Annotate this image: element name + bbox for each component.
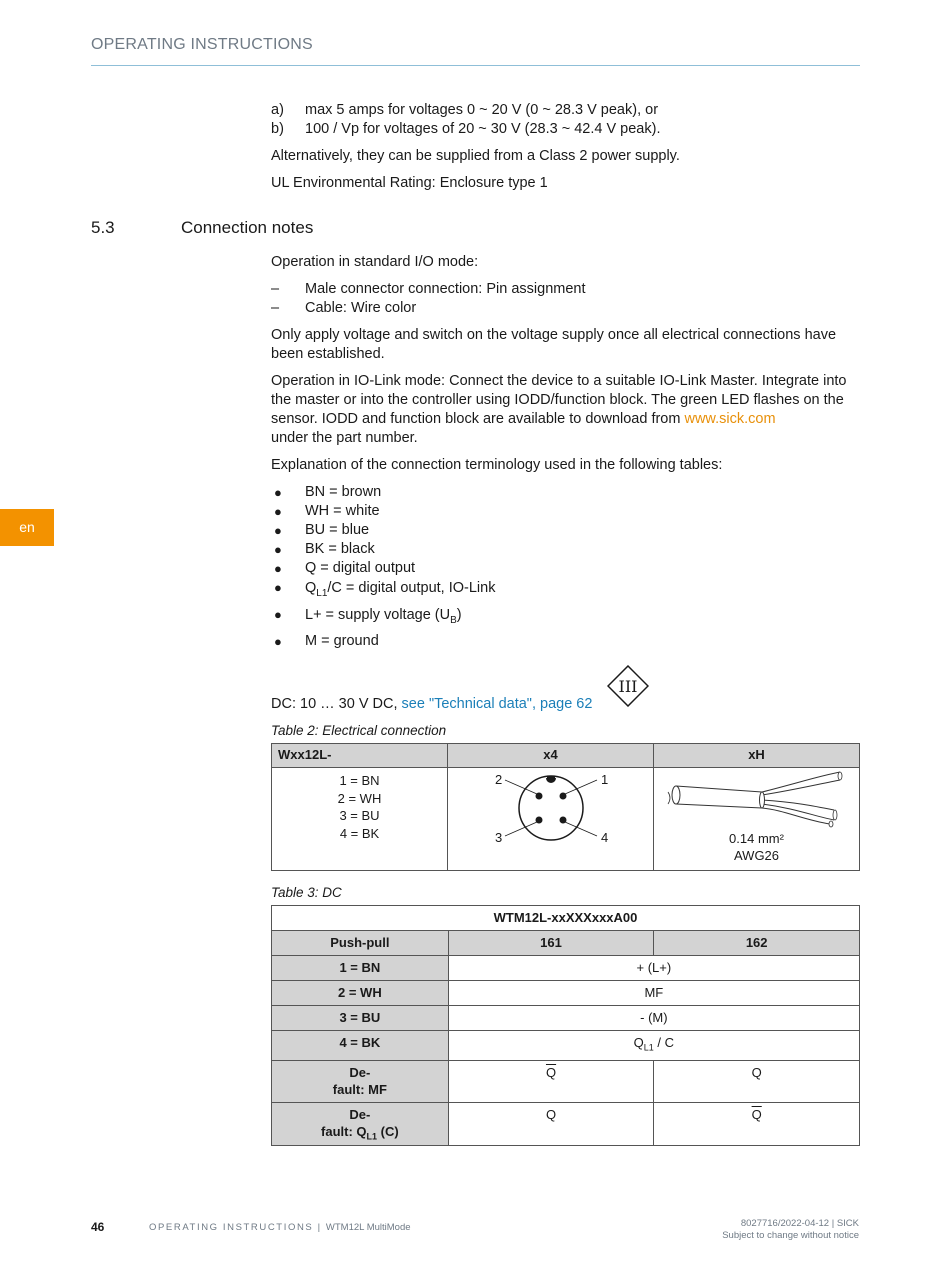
table-row bbox=[272, 768, 860, 871]
term-text: L+ = supply voltage (U bbox=[305, 606, 451, 623]
value-text: $\overline{Q}$ bbox=[545, 1064, 557, 1080]
iolink-text: Operation in IO-Link mode: Connect the device to a suitable IO-Link Master. Integrate into the master or into the controller using IODD/function block. The green LED flashes on the sensor. IODD and function block are available to download from bbox=[271, 373, 847, 427]
pin-label: 4 bbox=[600, 830, 608, 845]
pin-label: 1 bbox=[600, 772, 608, 787]
row-value: + (L+) bbox=[448, 956, 859, 981]
term-text: Q = digital output bbox=[305, 560, 416, 576]
list-item bbox=[271, 521, 861, 540]
table-header-cell: x4 bbox=[448, 744, 654, 768]
cable-gauge: AWG26 bbox=[733, 848, 780, 863]
cable-wires-icon bbox=[654, 768, 858, 830]
table-row bbox=[272, 1006, 860, 1031]
section-number: 5.3 bbox=[91, 218, 115, 237]
row-label-line: fault: MF bbox=[332, 1081, 387, 1097]
row-value: MF bbox=[448, 981, 859, 1006]
list-marker: b) bbox=[271, 121, 284, 137]
bullet-icon: ● bbox=[274, 580, 282, 595]
row-label-line: De- bbox=[349, 1064, 371, 1080]
footer-doc-number: 8027716/2022-04-12 | SICK bbox=[740, 1218, 859, 1229]
pin-text: 1 = BN bbox=[339, 773, 380, 788]
row-label-line: De- bbox=[349, 1106, 371, 1122]
technical-data-link[interactable]: see "Technical data", page 62 bbox=[401, 696, 593, 712]
table-header-cell: Push-pull bbox=[272, 931, 449, 956]
row-label-line bbox=[272, 1123, 448, 1146]
table-header-row bbox=[272, 931, 860, 956]
list-item-text: max 5 amps for voltages 0 ~ 20 V (0 ~ 28.3 V peak), or bbox=[305, 102, 659, 118]
term-subscript: B bbox=[450, 614, 457, 626]
table-header-cell: xH bbox=[654, 744, 860, 768]
footer-notice: Subject to change without notice bbox=[722, 1230, 859, 1241]
dc-table bbox=[271, 905, 860, 1146]
list-item-text: Cable: Wire color bbox=[305, 300, 417, 316]
sick-link[interactable]: www.sick.com bbox=[684, 411, 776, 427]
list-item bbox=[271, 280, 861, 299]
value-text: / C bbox=[653, 1035, 675, 1050]
table-header-cell: Wxx12L- bbox=[272, 744, 448, 768]
intro-block bbox=[271, 101, 861, 201]
term-subscript: L1 bbox=[316, 587, 328, 599]
paragraph-standard-mode: Operation in standard I/O mode: bbox=[271, 254, 479, 270]
list-marker: – bbox=[271, 300, 280, 316]
row-value bbox=[448, 1102, 654, 1146]
section-title: Connection notes bbox=[181, 218, 314, 237]
table-title-row bbox=[272, 906, 860, 931]
label-subscript: L1 bbox=[366, 1131, 378, 1142]
term-text: WH = white bbox=[305, 503, 380, 519]
pin-label: 2 bbox=[494, 772, 502, 787]
label-text: fault: Q bbox=[321, 1123, 367, 1139]
row-label: 1 = BN bbox=[272, 956, 449, 981]
footer-right bbox=[722, 1218, 859, 1242]
header-divider bbox=[91, 65, 860, 66]
running-header: OPERATING INSTRUCTIONS bbox=[91, 36, 313, 53]
row-value bbox=[448, 1031, 859, 1061]
table-title-cell: WTM12L-xxXXXxxxA00 bbox=[272, 906, 860, 931]
paragraph-terminology: Explanation of the connection terminology used in the following tables: bbox=[271, 457, 723, 473]
table-header-cell: 162 bbox=[654, 931, 860, 956]
protection-class-icon bbox=[607, 665, 649, 707]
bullet-icon: ● bbox=[274, 542, 282, 557]
table-row bbox=[272, 1060, 860, 1102]
dc-text: DC: 10 … 30 V DC, bbox=[271, 696, 402, 712]
row-value bbox=[448, 1060, 654, 1102]
electrical-connection-table bbox=[271, 743, 860, 871]
list-item bbox=[271, 540, 861, 559]
pin-text: 4 = BK bbox=[339, 825, 380, 841]
term-text: /C = digital output, IO-Link bbox=[327, 580, 496, 596]
table-row bbox=[272, 1102, 860, 1146]
bullet-icon: ● bbox=[274, 504, 282, 519]
table2-caption: Table 2: Electrical connection bbox=[271, 723, 447, 738]
section-body bbox=[271, 253, 861, 651]
table-row bbox=[272, 1031, 860, 1061]
list-item bbox=[271, 101, 861, 120]
list-item bbox=[271, 502, 861, 521]
footer-product: WTM12L MultiMode bbox=[325, 1222, 411, 1233]
bullet-icon: ● bbox=[274, 485, 282, 500]
paragraph-iolink bbox=[271, 372, 861, 448]
list-item bbox=[271, 120, 861, 139]
term-text: BN = brown bbox=[305, 484, 382, 500]
list-item-text: Male connector connection: Pin assignment bbox=[305, 281, 586, 297]
iolink-text-end: under the part number. bbox=[271, 430, 418, 446]
table-row bbox=[272, 956, 860, 981]
value-text: $\overline{Q}$ bbox=[751, 1106, 762, 1122]
value-text: Q bbox=[633, 1035, 644, 1050]
table3-caption: Table 3: DC bbox=[271, 885, 342, 900]
paragraph-voltage: Only apply voltage and switch on the voltage supply once all electrical connections have been established. bbox=[271, 327, 837, 362]
list-item bbox=[271, 299, 861, 318]
list-item bbox=[271, 604, 861, 632]
page-number: 46 bbox=[91, 1220, 105, 1234]
value-subscript: L1 bbox=[643, 1042, 654, 1053]
row-label: 2 = WH bbox=[272, 981, 449, 1006]
table-header-cell: 161 bbox=[448, 931, 654, 956]
footer-doc-info bbox=[149, 1218, 411, 1237]
row-label bbox=[272, 1102, 449, 1146]
term-text: BK = black bbox=[305, 541, 375, 557]
bullet-icon: ● bbox=[274, 606, 282, 622]
table-header-row bbox=[272, 744, 860, 768]
paragraph-class2: Alternatively, they can be supplied from a Class 2 power supply. bbox=[271, 148, 680, 164]
list-marker: a) bbox=[271, 102, 284, 118]
bullet-icon: ● bbox=[274, 523, 282, 538]
list-item-text: 100 / Vp for voltages of 20 ~ 30 V (28.3 ~ 42.4 V peak). bbox=[305, 121, 661, 137]
row-label: 4 = BK bbox=[272, 1031, 449, 1061]
list-item bbox=[271, 578, 861, 604]
bullet-icon: ● bbox=[274, 561, 282, 576]
paragraph-ul-rating: UL Environmental Rating: Enclosure type 1 bbox=[271, 175, 548, 191]
bullet-icon: ● bbox=[274, 633, 282, 649]
table-row bbox=[272, 981, 860, 1006]
m12-connector-pinout-icon bbox=[449, 768, 653, 865]
connector-diagram-cell bbox=[448, 768, 654, 871]
protection-class-text: III bbox=[618, 677, 638, 696]
language-tab[interactable]: en bbox=[0, 509, 54, 546]
row-label: 3 = BU bbox=[272, 1006, 449, 1031]
pin-text: 3 = BU bbox=[339, 808, 380, 823]
cable-diagram-cell bbox=[654, 768, 860, 871]
term-text: BU = blue bbox=[305, 522, 370, 538]
row-value bbox=[654, 1060, 860, 1102]
label-text: (C) bbox=[377, 1123, 399, 1139]
term-text: Q bbox=[305, 580, 317, 596]
dc-supply-line bbox=[271, 695, 592, 714]
cable-cross-section: 0.14 mm² bbox=[729, 831, 784, 846]
list-item bbox=[271, 632, 861, 651]
row-value: - (M) bbox=[448, 1006, 859, 1031]
value-text: Q bbox=[545, 1106, 557, 1122]
list-item bbox=[271, 559, 861, 578]
pin-label: 3 bbox=[494, 830, 502, 845]
term-text: ) bbox=[456, 606, 462, 623]
row-label bbox=[272, 1060, 449, 1102]
row-value bbox=[654, 1102, 860, 1146]
footer-separator: | bbox=[313, 1222, 326, 1233]
footer-doc-type: OPERATING INSTRUCTIONS bbox=[149, 1222, 314, 1233]
pin-assignment-cell bbox=[272, 768, 448, 871]
value-text: Q bbox=[751, 1064, 762, 1080]
list-item bbox=[271, 483, 861, 502]
list-marker: – bbox=[271, 281, 280, 297]
term-text: M = ground bbox=[305, 632, 379, 649]
pin-text: 2 = WH bbox=[337, 790, 382, 806]
